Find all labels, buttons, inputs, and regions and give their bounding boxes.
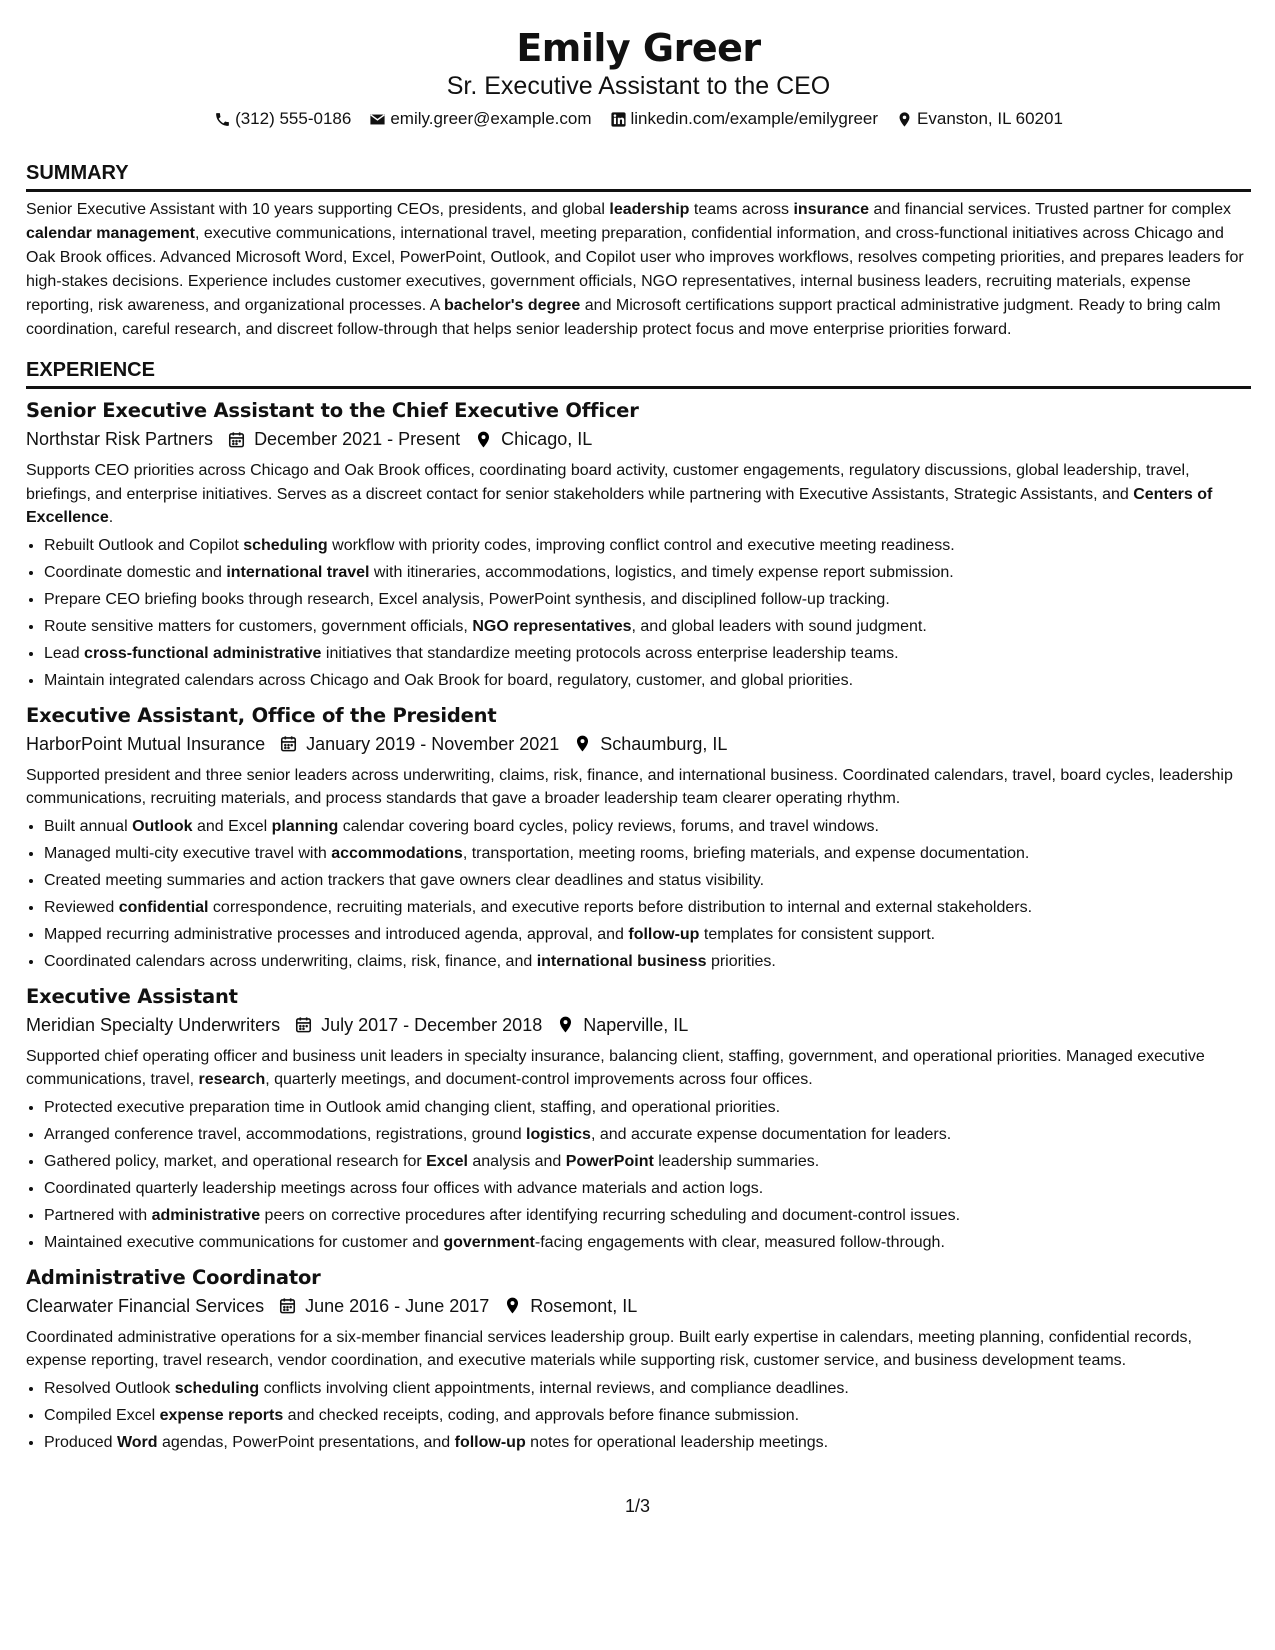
job-meta <box>26 1011 1251 1039</box>
list-item: • Maintain integrated calendars across Chicago and Oak Brook for board, regulatory, customer, and global priorities. <box>44 667 1251 694</box>
list-item: • Partnered with administrative peers on corrective procedures after identifying recurring scheduling and document-control issues. <box>44 1202 1251 1229</box>
list-item: • Protected executive preparation time in Outlook amid changing client, staffing, and operational priorities. <box>44 1094 1251 1121</box>
job-title: Executive Assistant, Office of the President <box>26 703 497 727</box>
job-entry <box>26 702 1251 975</box>
job-company: Meridian Specialty Underwriters <box>26 1014 281 1035</box>
envelope-icon <box>369 111 386 128</box>
list-item: • Lead cross-functional administrative initiatives that standardize meeting protocols across enterprise leadership teams. <box>44 640 1251 667</box>
list-item: • Prepare CEO briefing books through research, Excel analysis, PowerPoint synthesis, and disciplined follow-up tracking. <box>44 586 1251 613</box>
contact-item[interactable] <box>896 107 1063 131</box>
job-bullets <box>26 813 1251 975</box>
job-entry <box>26 397 1251 694</box>
list-item: • Reviewed confidential correspondence, recruiting materials, and executive reports before distribution to internal and external stakeholders. <box>44 894 1251 921</box>
job-company: Clearwater Financial Services <box>26 1295 265 1316</box>
job-description: Coordinated administrative operations for a six-member financial services leadership group. Built early expertise in calendars, meeting planning, confidential records, expense reporting, travel research, vendor coordination, and executive materials while supporting risk, customer service, and business development teams. <box>26 1328 1192 1369</box>
map-pin-icon <box>503 1296 522 1315</box>
experience-list <box>26 397 1251 1456</box>
list-item: • Coordinate domestic and international travel with itineraries, accommodations, logistics, and timely expense report submission. <box>44 559 1251 586</box>
job-company: Northstar Risk Partners <box>26 429 214 449</box>
contact-text: (312) 555-0186 <box>235 109 352 128</box>
list-item: • Compiled Excel expense reports and checked receipts, coding, and approvals before finance submission. <box>44 1402 1251 1429</box>
list-item: • Built annual Outlook and Excel planning calendar covering board cycles, policy reviews, forums, and travel windows. <box>44 813 1251 840</box>
contact-text: Evanston, IL 60201 <box>917 109 1063 128</box>
experience-heading: EXPERIENCE <box>26 358 1251 389</box>
contact-item[interactable] <box>610 107 879 131</box>
contact-item <box>214 107 351 131</box>
list-item: • Maintained executive communications for customer and government-facing engagements with clear, measured follow-through. <box>44 1229 1251 1256</box>
calendar-icon <box>227 430 246 449</box>
job-title: Administrative Coordinator <box>26 1265 321 1289</box>
job-location: Naperville, IL <box>583 1014 689 1035</box>
map-pin-icon <box>474 430 493 449</box>
list-item: • Gathered policy, market, and operational research for Excel analysis and PowerPoint leadership summaries. <box>44 1148 1251 1175</box>
job-bullets <box>26 1094 1251 1256</box>
calendar-icon <box>294 1015 313 1034</box>
list-item: • Managed multi-city executive travel with accommodations, transportation, meeting rooms, briefing materials, and expense documentation. <box>44 840 1251 867</box>
linkedin-icon <box>610 111 627 128</box>
phone-icon <box>214 111 231 128</box>
job-bullets <box>26 1375 1251 1456</box>
contact-text: linkedin.com/example/emilygreer <box>630 109 879 128</box>
contact-item[interactable] <box>369 107 591 131</box>
job-dates: July 2017 - December 2018 <box>321 1014 543 1035</box>
list-item: • Produced Word agendas, PowerPoint presentations, and follow-up notes for operational leadership meetings. <box>44 1429 1251 1456</box>
list-item: • Created meeting summaries and action trackers that gave owners clear deadlines and status visibility. <box>44 867 1251 894</box>
job-dates: June 2016 - June 2017 <box>305 1295 490 1316</box>
job-dates: December 2021 - Present <box>254 429 461 449</box>
job-meta <box>26 425 1251 453</box>
job-title: Senior Executive Assistant to the Chief Executive Officer <box>26 399 639 422</box>
job-entry <box>26 983 1251 1256</box>
list-item: • Coordinated quarterly leadership meetings across four offices with advance materials and action logs. <box>44 1175 1251 1202</box>
list-item: • Arranged conference travel, accommodations, registrations, ground logistics, and accurate expense documentation for leaders. <box>44 1121 1251 1148</box>
job-description: Supported chief operating officer and business unit leaders in specialty insurance, balancing client, staffing, government, and operational priorities. Managed executive communications, travel, research, quarterly meetings, and document-control improvements across four offices. <box>26 1047 1205 1088</box>
page-number: 1/3 <box>624 1496 651 1516</box>
map-pin-icon <box>896 111 913 128</box>
job-bullets <box>26 532 1251 694</box>
list-item: • Coordinated calendars across underwriting, claims, risk, finance, and international business priorities. <box>44 948 1251 975</box>
resume-page <box>26 0 1251 1456</box>
map-pin-icon <box>556 1015 575 1034</box>
job-location: Schaumburg, IL <box>600 733 728 754</box>
job-dates: January 2019 - November 2021 <box>306 733 560 754</box>
list-item: • Rebuilt Outlook and Copilot scheduling workflow with priority codes, improving conflict control and executive meeting readiness. <box>44 532 1251 559</box>
contact-text: emily.greer@example.com <box>390 109 592 128</box>
job-title: Executive Assistant <box>26 984 238 1008</box>
contact-bar <box>26 107 1251 131</box>
list-item: • Resolved Outlook scheduling conflicts involving client appointments, internal reviews, and compliance deadlines. <box>44 1375 1251 1402</box>
resume-title: Sr. Executive Assistant to the CEO <box>446 72 831 100</box>
list-item: • Mapped recurring administrative processes and introduced agenda, approval, and follow-up templates for consistent support. <box>44 921 1251 948</box>
job-meta <box>26 730 1251 758</box>
resume-name: Emily Greer <box>516 26 761 70</box>
job-company: HarborPoint Mutual Insurance <box>26 733 266 754</box>
job-location: Chicago, IL <box>501 429 593 449</box>
list-item: • Route sensitive matters for customers, government officials, NGO representatives, and global leaders with sound judgment. <box>44 613 1251 640</box>
summary-heading: SUMMARY <box>26 161 1251 192</box>
map-pin-icon <box>573 734 592 753</box>
job-meta <box>26 1292 1251 1320</box>
calendar-icon <box>278 1296 297 1315</box>
summary-text: Senior Executive Assistant with 10 years supporting CEOs, presidents, and global leadership teams across insurance and financial services. Trusted partner for complex calendar management, executive communications, international travel, meeting preparation, confidential information, and cross-functional initiatives across Chicago and Oak Brook offices. Advanced Microsoft Word, Excel, PowerPoint, Outlook, and Copilot user who improves workflows, resolves competing priorities, and prepares leaders for high-stakes decisions. Experience includes customer executives, government officials, NGO representatives, internal business leaders, recruiting materials, expense reporting, risk awareness, and organizational processes. A bachelor's degree and Microsoft certifications support practical administrative judgment. Ready to bring calm coordination, careful research, and discreet follow-through that helps senior leadership protect focus and move enterprise priorities forward. <box>26 201 1244 338</box>
job-location: Rosemont, IL <box>530 1295 638 1316</box>
job-entry <box>26 1264 1251 1456</box>
calendar-icon <box>279 734 298 753</box>
job-description: Supports CEO priorities across Chicago and Oak Brook offices, coordinating board activity, customer engagements, regulatory discussions, global leadership, travel, briefings, and enterprise initiatives. Serves as a discreet contact for senior stakeholders while partnering with Executive Assistants, Strategic Assistants, and Centers of Excellence. <box>26 462 1213 526</box>
job-description: Supported president and three senior leaders across underwriting, claims, risk, finance, and international business. Coordinated calendars, travel, board cycles, leadership communications, recruiting materials, and process standards that gave a broader leadership team clearer operating rhythm. <box>26 766 1233 807</box>
